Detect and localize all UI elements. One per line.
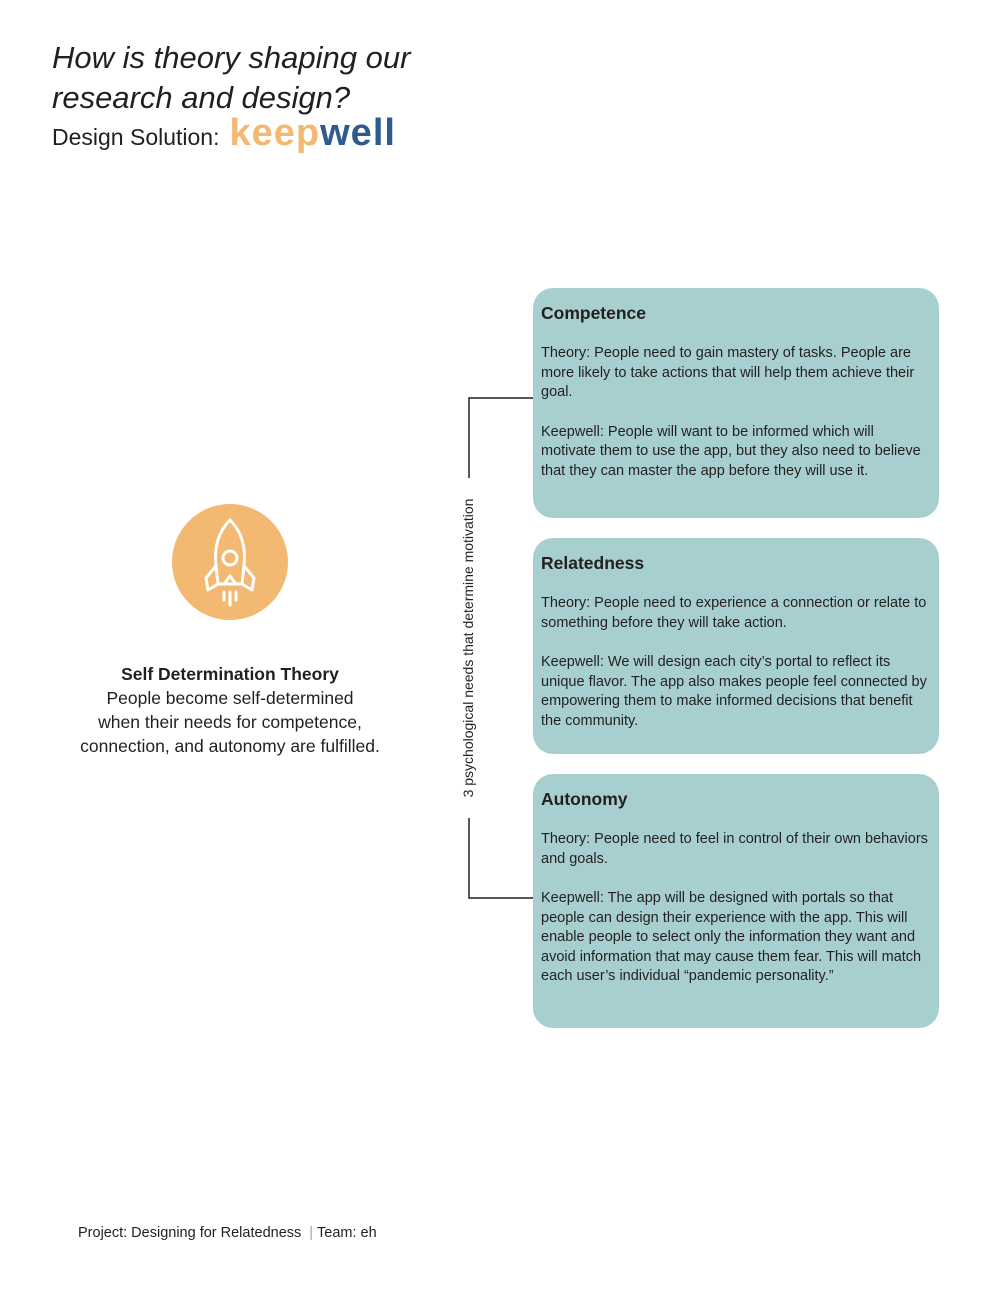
card-theory-text: Theory: People need to experience a connection or relate to something before they will take action.	[541, 595, 927, 631]
footer-separator: |	[309, 1225, 314, 1241]
card-theory-text: Theory: People need to feel in control of their own behaviors and goals.	[541, 831, 928, 867]
card-keepwell-text: Keepwell: People will want to be informed which will motivate them to use the app, but they also need to believe that they can master the app before they will use it.	[541, 423, 921, 479]
logo-keep: keep	[229, 112, 321, 154]
card-autonomy	[533, 774, 939, 1028]
subtitle-label: Design Solution:	[52, 124, 220, 150]
theory-heading: Self Determination Theory	[121, 664, 339, 684]
card-keepwell-text: Keepwell: We will design each city’s portal to reflect its unique flavor. The app also makes people feel connected by empowering them to make informed decisions that benefit the community.	[541, 654, 927, 729]
logo-well: well	[320, 112, 396, 154]
card-title: Competence	[541, 303, 647, 323]
footer-team: Team: eh	[317, 1225, 377, 1241]
card-title: Autonomy	[541, 789, 628, 809]
card-keepwell-text: Keepwell: The app will be designed with portals so that people can design their experience with the app. This will enable people to select only the information they want and avoid information that may cause them fear. This will match each user’s individual “pandemic personality.”	[541, 890, 922, 984]
theory-line: when their needs for competence,	[98, 712, 362, 732]
card-relatedness	[533, 538, 939, 754]
title-line-1: How is theory shaping our	[52, 40, 411, 75]
title-line-2: research and design?	[52, 80, 351, 115]
card-theory-text: Theory: People need to gain mastery of tasks. People are more likely to take actions that will help them achieve their goal.	[541, 345, 915, 400]
card-title: Relatedness	[541, 553, 645, 573]
footer-project: Project: Designing for Relatedness	[78, 1225, 302, 1241]
card-competence	[533, 288, 939, 518]
page-footer	[78, 1225, 377, 1241]
theory-line: People become self-determined	[106, 688, 354, 708]
connector-label: 3 psychological needs that determine motivation	[460, 498, 476, 798]
theory-line: connection, and autonomy are fulfilled.	[80, 736, 380, 756]
